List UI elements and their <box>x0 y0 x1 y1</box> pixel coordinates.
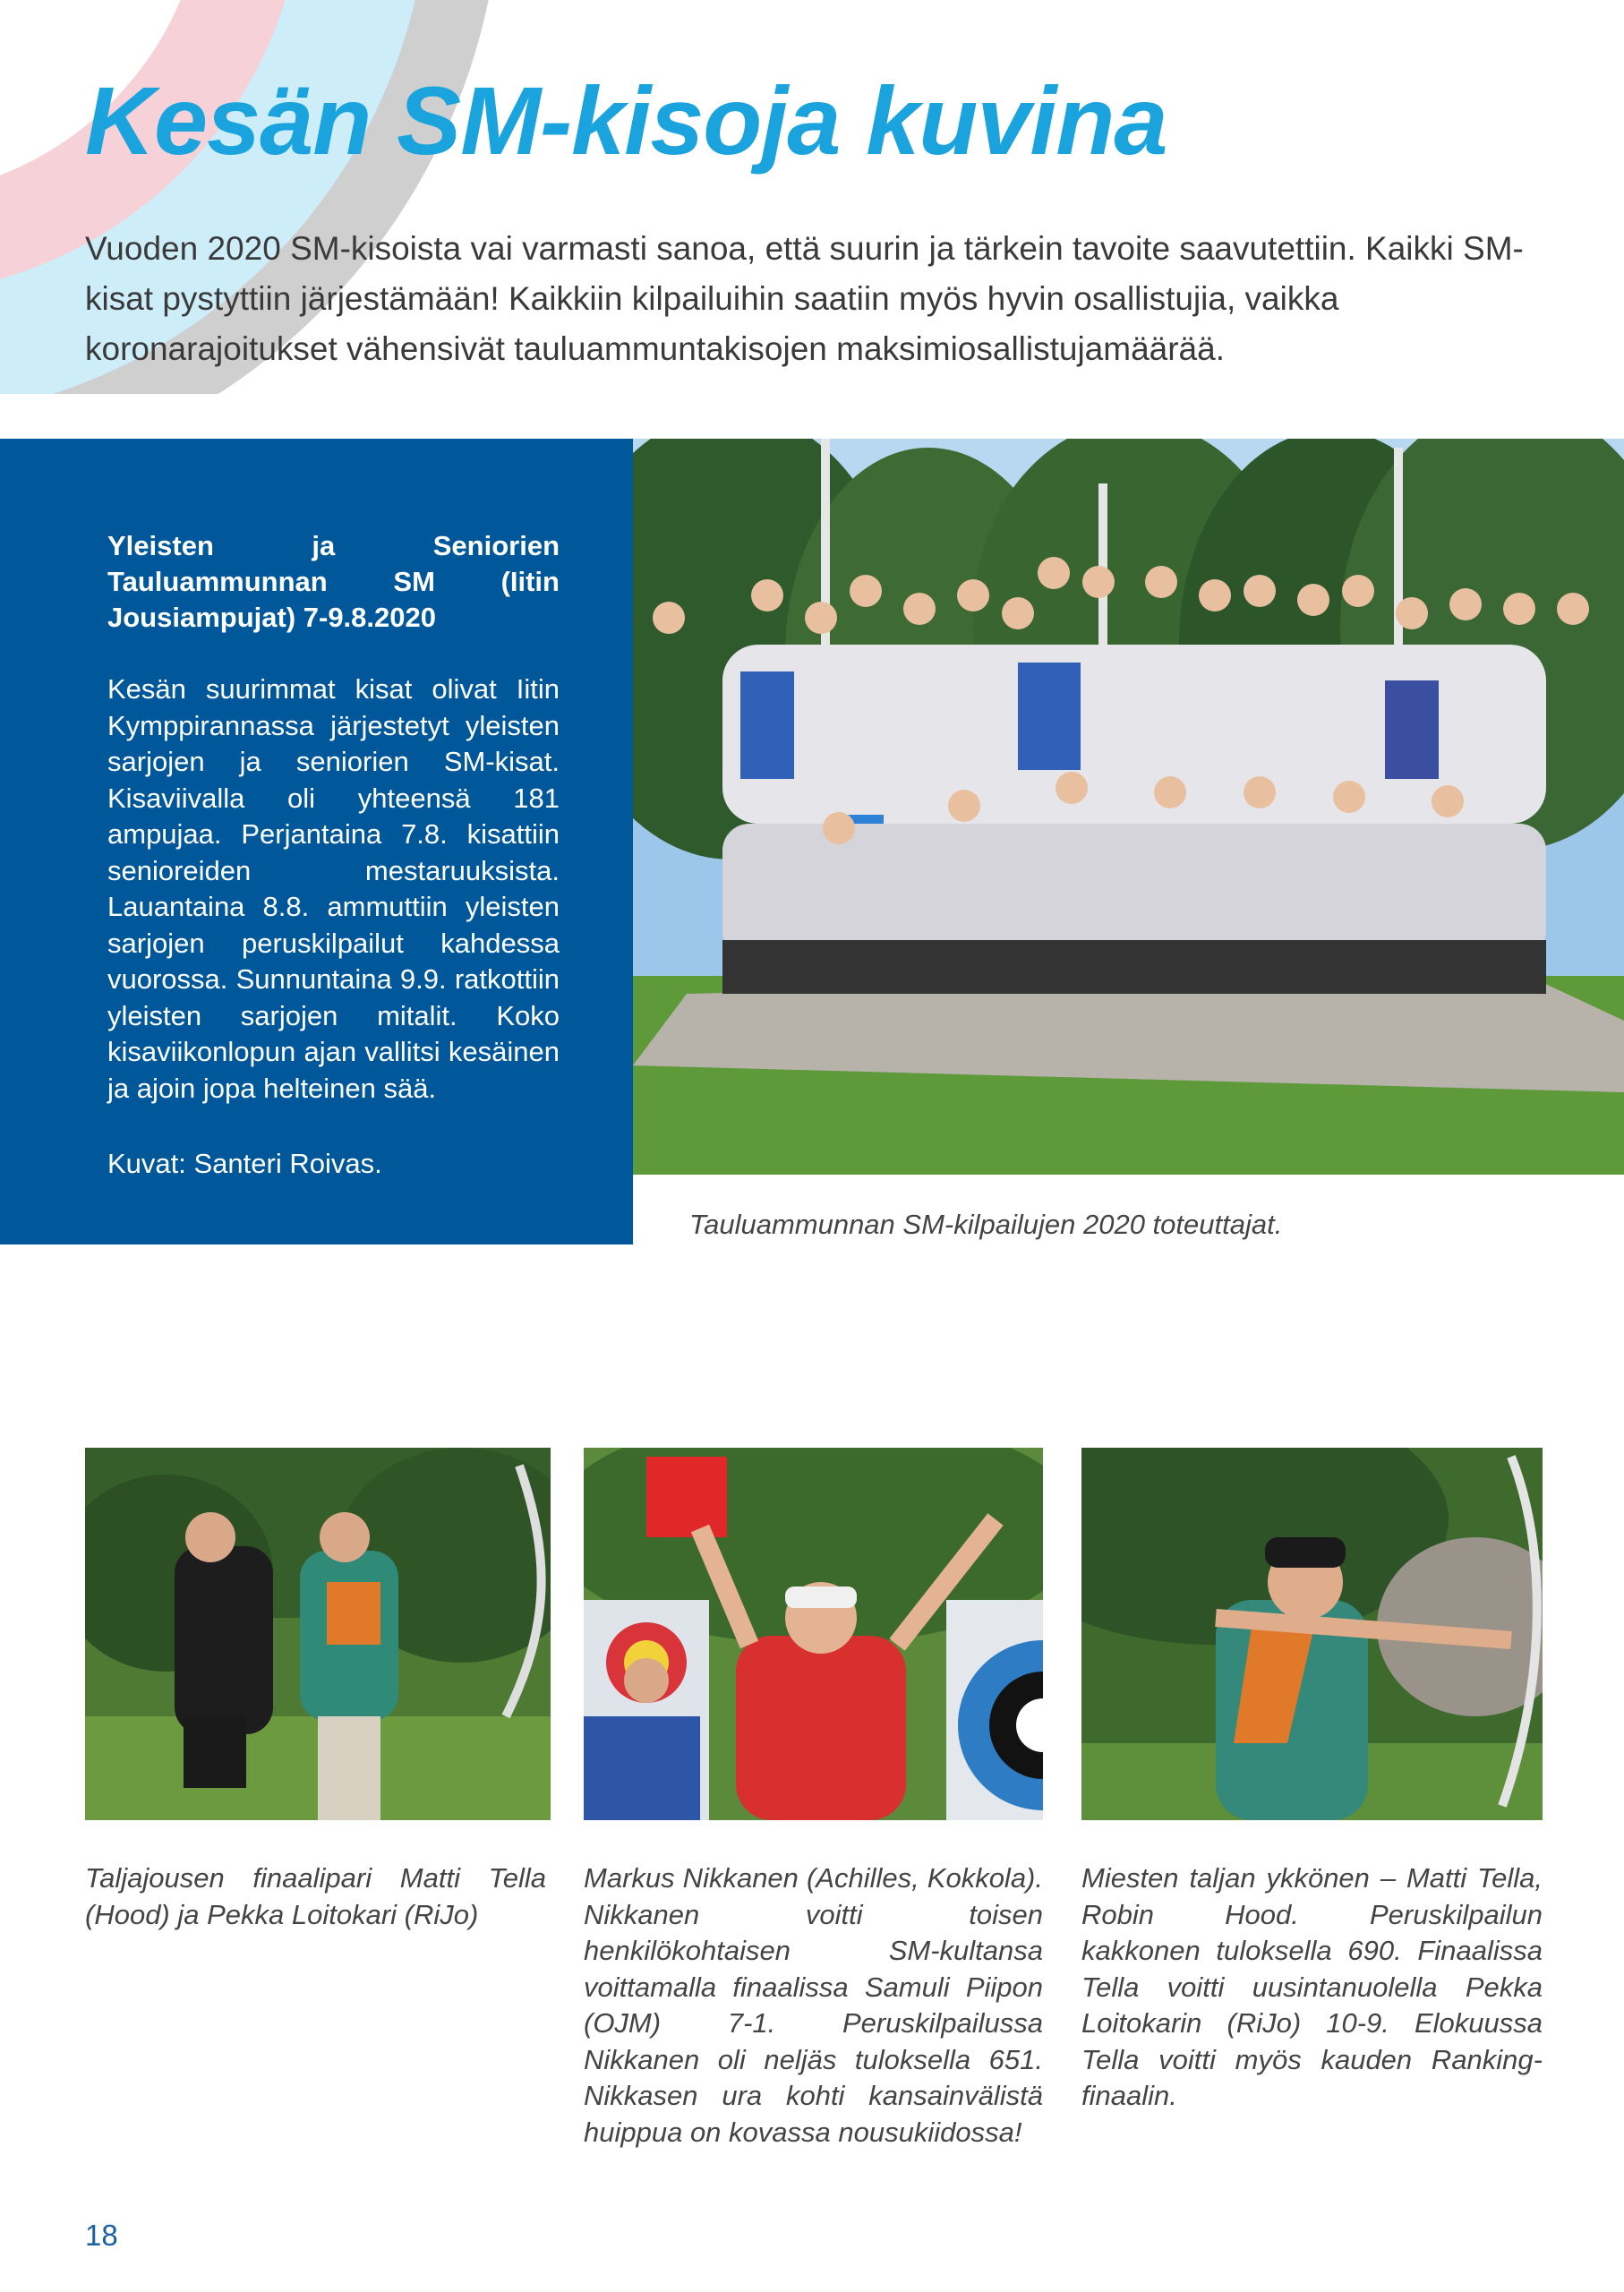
group-photo <box>633 439 1624 1175</box>
photo-markus-nikkanen <box>584 1448 1043 1820</box>
sidebar-body: Kesän suurimmat kisat olivat Iitin Kymppirannassa järjestetyt yleisten sarjojen ja seniorien SM-kisat. Kisaviivalla oli yhteensä 181 ampujaa. Perjantaina 7.8. kisattiin senioreiden mestaruuksista. Lauantaina 8.8. ammuttiin yleisten sarjojen peruskilpailut kahdessa vuorossa. Sunnuntaina 9.9. ratkottiin yleisten sarjojen mitalit. Koko kisaviikonlopun ajan vallitsi kesäinen ja ajoin jopa helteinen sää. <box>107 673 560 1104</box>
page-number: 18 <box>85 2219 118 2252</box>
photo-caption-2: Markus Nikkanen (Achilles, Kokkola). Nikkanen voitti toisen henkilökohtaisen SM-kultansa voittamalla finaalissa Samuli Piipon (OJM) 7-1. Peruskilpailussa Nikkanen oli neljäs tuloksella 651. Nikkasen ura kohti kansainvälistä huippua on kovassa nousukiidossa! <box>584 1862 1043 2148</box>
photo-matti-tella <box>1081 1448 1543 1820</box>
intro-paragraph: Vuoden 2020 SM-kisoista vai varmasti sanoa, että suurin ja tärkein tavoite saavutettiin. Kaikki SM-kisat pystyttiin järjestämään! Kaikkiin kilpailuihin saatiin myös hyvin osallistujia, vaikka koronarajoitukset vähensivät tauluammuntakisojen maksimiosallistujamäärää. <box>85 230 1524 367</box>
info-sidebar <box>0 439 633 1244</box>
photo-caption-1: Taljajousen finaalipari Matti Tella (Hood) ja Pekka Loitokari (RiJo) <box>85 1862 546 1930</box>
page-title: Kesän SM-kisoja kuvina <box>85 66 1167 175</box>
photo-caption-3: Miesten taljan ykkönen – Matti Tella, Robin Hood. Peruskilpailun kakkonen tuloksella 690. Finaalissa Tella voitti uusintanuolella Pekka Loitokarin (RiJo) 10-9. Elokuussa Tella voitti myös kauden Ranking-finaalin. <box>1081 1862 1543 2111</box>
photo-credit: Kuvat: Santeri Roivas. <box>107 1148 382 1179</box>
group-photo-caption: Tauluammunnan SM-kilpailujen 2020 toteuttajat. <box>689 1209 1283 1240</box>
sidebar-heading: Yleisten ja Seniorien Tauluammunnan SM (Iitin Jousiampujat) 7-9.8.2020 <box>107 530 560 633</box>
photo-compound-finalists <box>85 1448 551 1820</box>
